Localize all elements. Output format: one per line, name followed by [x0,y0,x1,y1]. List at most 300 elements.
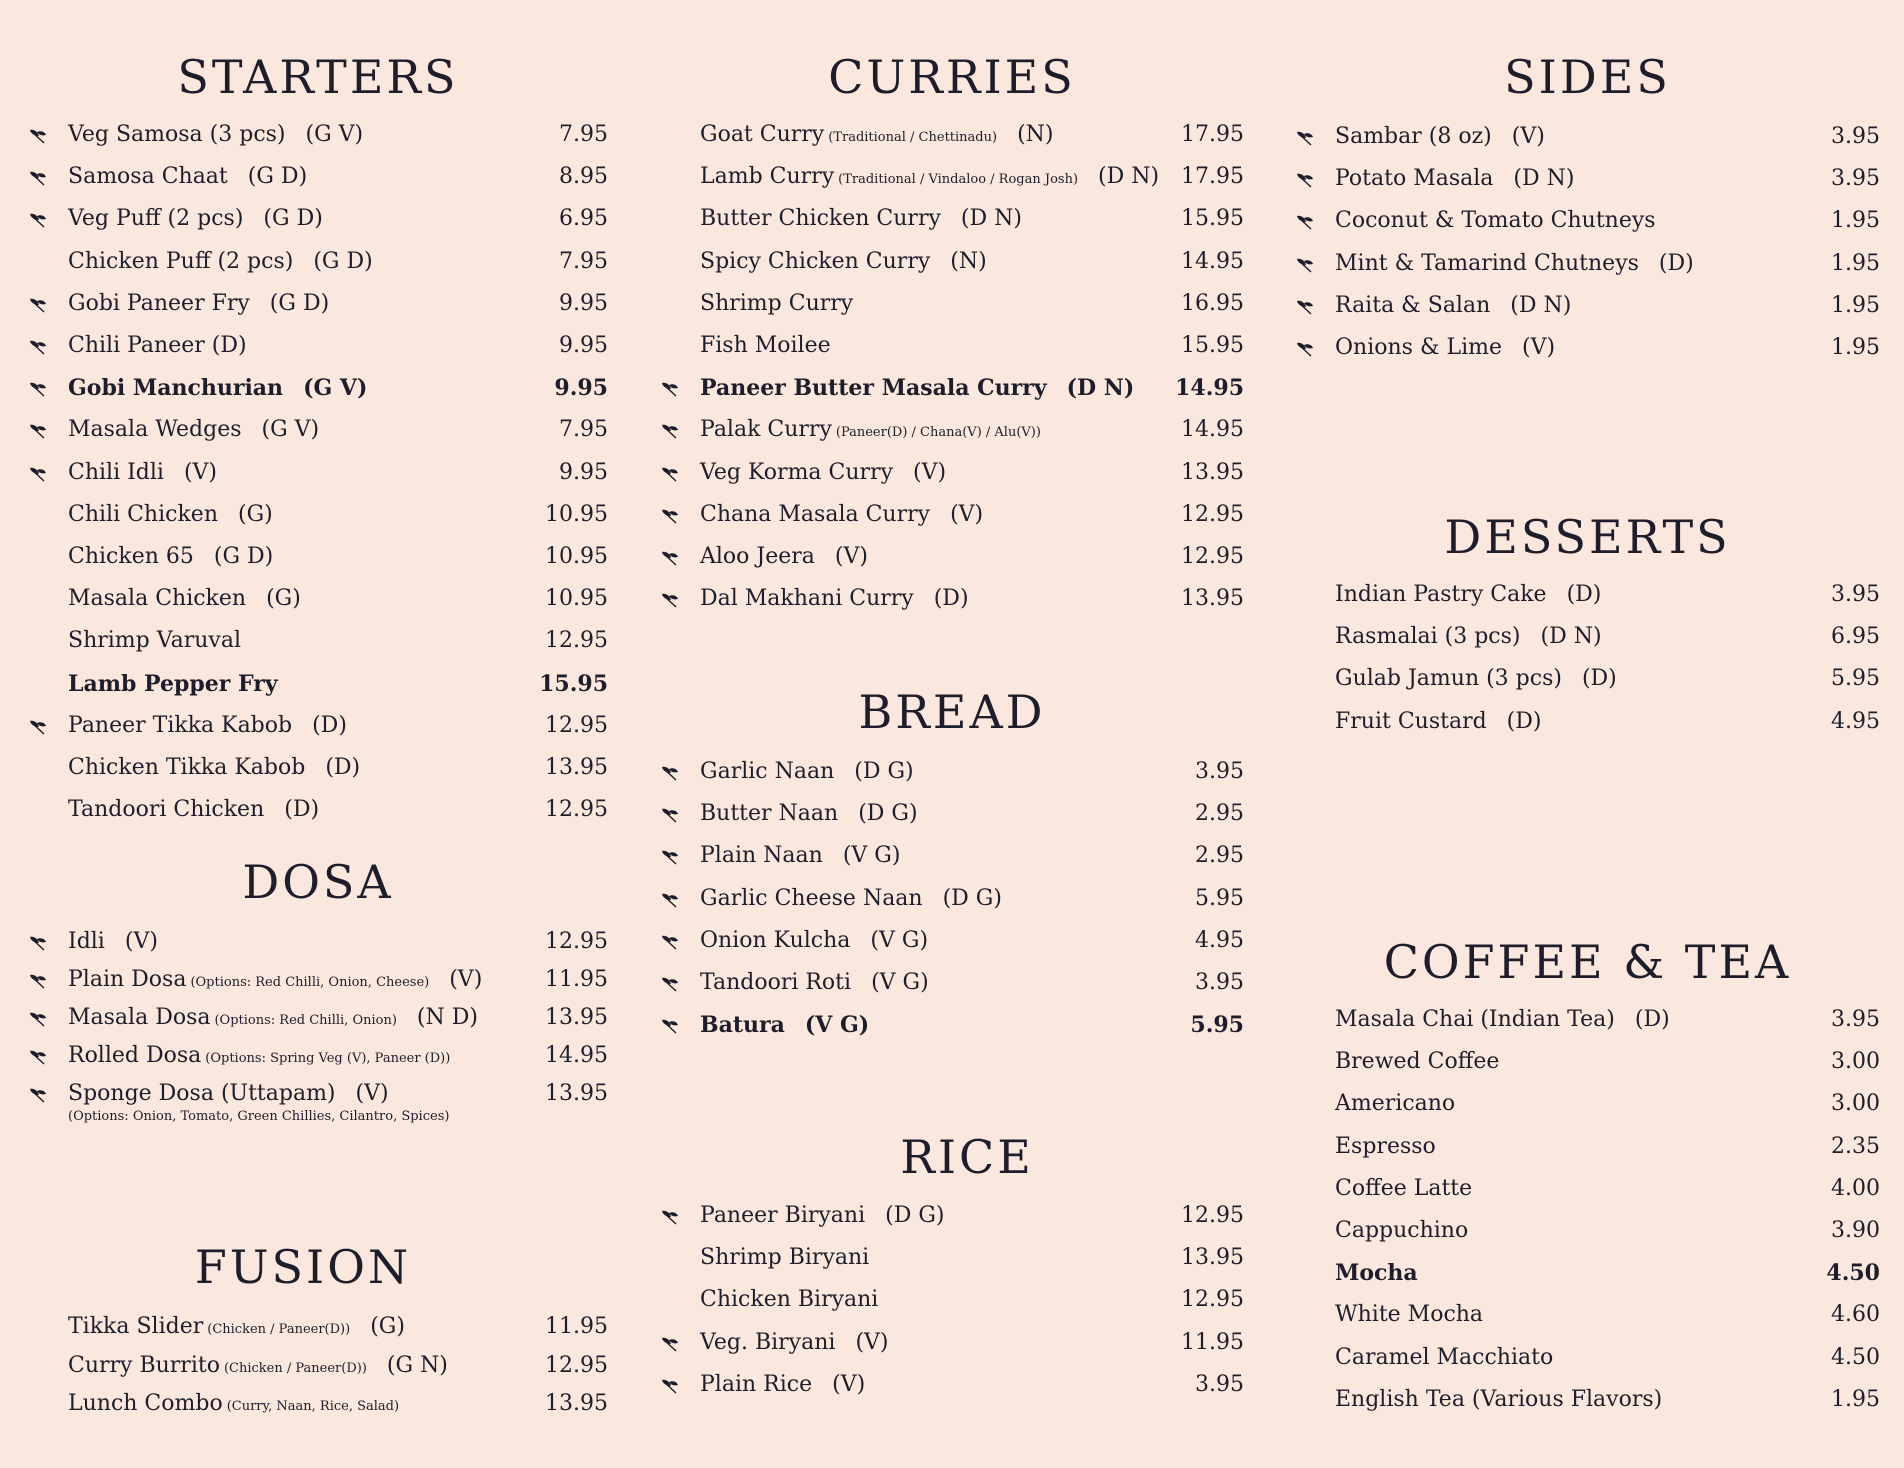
leaf-icon [28,1084,48,1104]
item-name: Aloo Jeera [700,544,815,569]
leaf-icon [28,420,48,440]
item-name: Sponge Dosa (Uttapam) [68,1081,336,1106]
item-price: 8.95 [559,164,608,190]
bread-items [660,757,1244,1052]
menu-item [28,204,608,234]
dietary-tags: (D G) [858,801,918,827]
item-price: 11.95 [545,967,608,992]
item-price: 14.95 [1181,248,1244,274]
dietary-tags: (D) [1658,250,1694,276]
menu-item [1295,664,1880,694]
item-price: 3.90 [1831,1218,1880,1243]
dietary-tags: (V) [834,544,868,569]
item-price: 5.95 [1190,1012,1244,1039]
item-price: 3.95 [1195,1371,1244,1397]
menu-item [1295,1216,1880,1246]
item-name: Chana Masala Curry [700,501,931,527]
dosa-options-note: (Options: Onion, Tomato, Green Chillies, Cilantro, Spices) [68,1109,450,1124]
menu-item [28,331,608,361]
rice-items [660,1201,1244,1412]
menu-item [1295,707,1880,737]
dietary-tags: (D) [312,712,347,738]
item-price: 14.95 [545,1043,608,1068]
item-name: Samosa Chaat [68,164,228,190]
item-price: 1.95 [1831,208,1880,234]
item-price: 10.95 [545,501,608,527]
item-price: 15.95 [1181,333,1244,358]
item-price: 3.00 [1831,1091,1880,1117]
dietary-tags: (D) [284,797,320,823]
menu-item [660,204,1244,234]
menu-item [1295,164,1880,194]
item-name: Veg Samosa (3 pcs) [68,122,286,147]
item-price: 13.95 [1181,586,1244,612]
item-price: 4.95 [1195,927,1244,953]
item-name: Indian Pastry Cake [1335,582,1547,607]
item-name: Chicken Puff (2 pcs) [68,248,294,274]
item-price: 1.95 [1831,335,1880,360]
dietary-tags: (D N) [1066,375,1135,402]
leaf-icon [28,336,48,356]
leaf-icon [1295,296,1315,316]
item-name: Shrimp Curry [700,290,854,316]
item-price: 17.95 [1181,164,1244,190]
item-name: Paneer Butter Masala Curry [700,375,1047,402]
menu-item [1295,1047,1880,1077]
item-price: 1.95 [1831,292,1880,318]
item-price: 9.95 [559,290,608,316]
dietary-tags: (D) [933,586,969,612]
item-price: 4.60 [1831,1302,1880,1328]
dietary-tags: (D) [325,755,361,780]
menu-item [660,1328,1244,1358]
item-name: Masala Chai (Indian Tea) [1335,1007,1615,1032]
menu-item [1295,1385,1880,1415]
item-price: 12.95 [545,1352,608,1378]
dietary-tags: (G V) [305,122,364,147]
item-name: Plain Naan [700,843,823,869]
dietary-tags: (V G) [842,843,901,869]
menu-item [28,584,608,614]
leaf-icon [660,1206,680,1226]
menu-item [660,458,1244,488]
menu-item [28,669,608,699]
item-name: Cappuchino [1335,1218,1469,1243]
desserts-items [1295,580,1880,749]
item-name: Chili Idli [68,459,164,485]
menu-item [1295,1174,1880,1204]
dietary-tags: (V) [855,1329,889,1355]
coffee-items [1295,1005,1880,1427]
menu-item [28,415,608,445]
menu-item [660,373,1244,403]
menu-item [660,1285,1244,1315]
leaf-icon [28,167,48,187]
item-name: Tandoori Chicken [68,797,265,823]
item-name: Raita & Salan [1335,292,1491,318]
dietary-tags: (V G) [804,1012,870,1039]
leaf-icon [660,804,680,824]
menu-item [660,542,1244,572]
item-name: Americano [1335,1091,1456,1117]
item-options: (Traditional / Vindaloo / Rogan Josh) [838,172,1079,188]
item-name: Paneer Tikka Kabob [68,712,293,738]
item-price: 6.95 [1831,624,1880,650]
item-price: 7.95 [559,248,608,274]
dietary-tags: (V) [1511,124,1545,149]
leaf-icon [660,1375,680,1395]
leaf-icon [28,970,48,990]
menu-item [28,965,608,995]
starters-section [28,48,608,838]
dietary-tags: (D G) [854,759,914,784]
dietary-tags: (D G) [942,885,1002,911]
leaf-icon [660,547,680,567]
leaf-icon [28,1046,48,1066]
item-price: 3.95 [1195,759,1244,784]
item-price: 13.95 [1181,459,1244,485]
item-options: (Options: Red Chilli, Onion) [214,1013,397,1028]
dietary-tags: (G N) [386,1352,448,1378]
leaf-icon [28,932,48,952]
item-price: 7.95 [559,122,608,147]
item-name: Rolled Dosa [68,1043,202,1068]
leaf-icon [28,1008,48,1028]
dietary-tags: (V) [913,459,947,485]
dietary-tags: (V G) [871,970,929,995]
menu-item [1295,249,1880,279]
item-price: 12.95 [545,797,608,823]
dietary-tags: (N) [950,248,987,274]
item-price: 11.95 [545,1314,608,1339]
curries-title: CURRIES [828,50,1076,104]
sides-title: SIDES [1504,50,1671,104]
dietary-tags: (V) [355,1081,389,1106]
menu-item [28,1041,608,1071]
item-name: Shrimp Biryani [700,1245,870,1271]
item-name: Potato Masala [1335,166,1494,192]
item-name: Fruit Custard [1335,708,1487,734]
item-name: Plain Dosa [68,967,187,992]
item-price: 4.50 [1826,1260,1880,1287]
menu-item [1295,333,1880,363]
item-name: Shrimp Varuval [68,628,241,654]
item-price: 12.95 [545,929,608,954]
starters-items [28,120,608,837]
item-price: 2.35 [1831,1133,1880,1159]
menu-item [28,626,608,656]
item-name: Paneer Biryani [700,1203,866,1228]
item-name: Garlic Naan [700,759,835,784]
leaf-icon [660,505,680,525]
leaf-icon [660,1333,680,1353]
item-name: Coconut & Tomato Chutneys [1335,208,1656,234]
menu-item [660,926,1244,956]
item-name: Chicken Tikka Kabob [68,755,306,780]
item-name: Espresso [1335,1133,1436,1159]
item-name: Veg Puff (2 pcs) [68,206,244,232]
item-name: Tikka Slider [68,1314,204,1339]
menu-item [660,1010,1244,1040]
item-name: Coffee Latte [1335,1175,1473,1201]
item-name: White Mocha [1335,1302,1484,1328]
dosa-title: DOSA [242,855,394,909]
item-price: 12.95 [545,628,608,654]
dietary-tags: (D) [1581,666,1617,692]
menu-item [28,542,608,572]
dietary-tags: (V) [183,459,218,485]
leaf-icon [660,931,680,951]
desserts-section [1295,508,1880,748]
menu-item [28,1351,608,1381]
item-price: 6.95 [559,206,608,232]
item-name: Mint & Tamarind Chutneys [1335,250,1639,276]
dietary-tags: (G V) [303,375,368,402]
bread-title: BREAD [858,685,1046,739]
dietary-tags: (G) [237,501,273,527]
rice-section [660,1128,1244,1428]
dietary-tags: (D) [1506,708,1542,734]
item-name: Tandoori Roti [700,970,852,995]
menu-item [1295,1089,1880,1119]
item-price: 13.95 [545,755,608,780]
item-price: 5.95 [1195,885,1244,911]
dietary-tags: (G D) [213,544,274,569]
item-price: 15.95 [539,670,608,697]
dietary-tags: (D N) [1510,292,1572,318]
item-name: Masala Wedges [68,417,242,443]
item-price: 3.95 [1831,166,1880,192]
item-name: Lunch Combo [68,1391,223,1416]
item-price: 13.95 [545,1081,608,1106]
item-price: 3.00 [1831,1049,1880,1075]
dosa-section [28,853,608,1133]
item-price: 7.95 [559,417,608,443]
menu-item [660,884,1244,914]
menu-item [28,753,608,783]
menu-item [660,1201,1244,1231]
item-price: 3.95 [1831,1007,1880,1032]
dietary-tags: (V) [124,929,158,954]
menu-item [1295,580,1880,610]
item-name: Garlic Cheese Naan [700,885,923,911]
leaf-icon [660,378,680,398]
starters-title: STARTERS [177,50,459,104]
menu-item [660,968,1244,998]
item-name: Sambar (8 oz) [1335,124,1492,149]
item-options: (Paneer(D) / Chana(V) / Alu(V)) [835,425,1041,441]
item-name: Veg Korma Curry [700,459,894,485]
item-name: Curry Burrito [68,1352,220,1378]
menu-item [1295,1005,1880,1035]
menu-item [28,120,608,150]
menu-item [28,711,608,741]
item-name: Palak Curry [700,417,832,443]
item-price: 2.95 [1195,801,1244,827]
dietary-tags: (V G) [870,927,929,953]
item-name: Masala Chicken [68,586,247,612]
leaf-icon [28,209,48,229]
item-options: (Traditional / Chettinadu) [828,130,998,145]
menu-item [28,373,608,403]
dietary-tags: (D) [1566,582,1602,607]
item-name: Butter Naan [700,801,839,827]
item-name: Caramel Macchiato [1335,1344,1554,1370]
item-price: 14.95 [1181,417,1244,443]
item-name: Onions & Lime [1335,335,1503,360]
curries-items [660,120,1244,626]
item-price: 3.95 [1195,970,1244,995]
item-options: (Options: Red Chilli, Onion, Cheese) [190,975,430,990]
sides-section [1295,48,1880,368]
item-name: Idli [68,929,105,954]
leaf-icon [660,463,680,483]
menu-item [28,795,608,825]
item-price: 12.95 [545,712,608,738]
leaf-icon [28,125,48,145]
item-price: 9.95 [559,333,608,358]
menu-item [28,458,608,488]
menu-item [1295,1258,1880,1288]
item-name: Spicy Chicken Curry [700,248,931,274]
item-name: Chicken Biryani [700,1287,879,1313]
item-price: 12.95 [1181,544,1244,569]
item-price: 3.95 [1831,124,1880,149]
leaf-icon [1295,254,1315,274]
item-price: 5.95 [1831,666,1880,692]
item-price: 12.95 [1181,501,1244,527]
menu-item [28,1079,608,1109]
dietary-tags: (G D) [269,290,330,316]
item-name: Rasmalai (3 pcs) [1335,624,1521,650]
desserts-title: DESSERTS [1444,510,1731,564]
leaf-icon [28,463,48,483]
menu-item [660,799,1244,829]
item-name: Onion Kulcha [700,927,851,953]
menu-item [1295,122,1880,152]
menu-item [1295,206,1880,236]
menu-item [660,247,1244,277]
item-price: 1.95 [1831,1386,1880,1412]
rice-title: RICE [900,1130,1034,1184]
menu-item [28,247,608,277]
coffee-section [1295,933,1880,1423]
dietary-tags: (G V) [261,417,320,443]
dietary-tags: (G D) [247,164,308,190]
menu-item [1295,622,1880,652]
dietary-tags: (V) [832,1371,866,1397]
item-price: 13.95 [1181,1245,1244,1271]
fusion-title: FUSION [194,1240,412,1294]
item-options: (Chicken / Paneer(D)) [207,1322,351,1337]
dietary-tags: (N D) [416,1005,478,1030]
item-name: Chili Paneer (D) [68,333,247,358]
menu-item [660,120,1244,150]
dietary-tags: (G D) [263,206,323,232]
leaf-icon [1295,169,1315,189]
dietary-tags: (D N) [1513,166,1575,192]
item-name: Fish Moilee [700,333,831,358]
item-name: Masala Dosa [68,1005,211,1030]
dietary-tags: (V) [950,501,984,527]
item-price: 15.95 [1181,206,1244,232]
fusion-section [28,1238,608,1418]
dietary-tags: (N) [1017,122,1054,147]
item-name: Butter Chicken Curry [700,206,941,232]
menu-item [28,162,608,192]
item-price: 3.95 [1831,582,1880,607]
leaf-icon [660,846,680,866]
item-options: (Options: Spring Veg (V), Paneer (D)) [205,1051,451,1066]
fusion-items [28,1312,608,1428]
item-price: 13.95 [545,1005,608,1030]
dietary-tags: (D N) [960,206,1022,232]
dietary-tags: (G D) [313,248,373,274]
menu-item [660,584,1244,614]
sides-items [1295,122,1880,375]
item-price: 13.95 [545,1391,608,1416]
leaf-icon [660,420,680,440]
menu-item [660,331,1244,361]
dietary-tags: (D G) [885,1203,945,1228]
menu-item [660,162,1244,192]
item-options: (Chicken / Paneer(D)) [223,1360,367,1376]
menu-item [28,500,608,530]
item-name: Brewed Coffee [1335,1049,1500,1075]
item-name: Gobi Paneer Fry [68,290,250,316]
dietary-tags: (D) [1634,1007,1670,1032]
item-price: 9.95 [554,375,608,402]
menu-item [28,1312,608,1342]
dietary-tags: (G) [370,1314,405,1339]
item-price: 12.95 [1181,1203,1244,1228]
item-price: 2.95 [1195,843,1244,869]
item-price: 1.95 [1831,250,1880,276]
item-name: Gulab Jamun (3 pcs) [1335,666,1562,692]
menu-item [28,1389,608,1419]
menu-item [660,1370,1244,1400]
dietary-tags: (V) [1522,335,1556,360]
leaf-icon [660,589,680,609]
leaf-icon [1295,211,1315,231]
item-options: (Curry, Naan, Rice, Salad) [226,1399,400,1414]
menu-item [660,1243,1244,1273]
dietary-tags: (G) [266,586,301,612]
item-name: Lamb Curry [700,164,835,190]
item-name: Lamb Pepper Fry [68,670,278,697]
item-price: 9.95 [559,459,608,485]
bread-section [660,683,1244,1053]
dietary-tags: (D N) [1540,624,1602,650]
item-name: Goat Curry [700,122,825,147]
menu-item [660,415,1244,445]
dosa-items [28,927,608,1117]
menu-item [28,289,608,319]
item-price: 4.50 [1831,1344,1880,1370]
leaf-icon [660,889,680,909]
item-name: Batura [700,1012,785,1039]
item-price: 14.95 [1175,375,1244,402]
menu-item [1295,1300,1880,1330]
menu-item [1295,291,1880,321]
item-name: Chili Chicken [68,501,218,527]
item-name: English Tea (Various Flavors) [1335,1386,1663,1412]
dietary-tags: (D N) [1098,164,1160,190]
curries-section [660,48,1244,628]
leaf-icon [660,1015,680,1035]
leaf-icon [660,762,680,782]
coffee-title: COFFEE & TEA [1383,935,1792,989]
